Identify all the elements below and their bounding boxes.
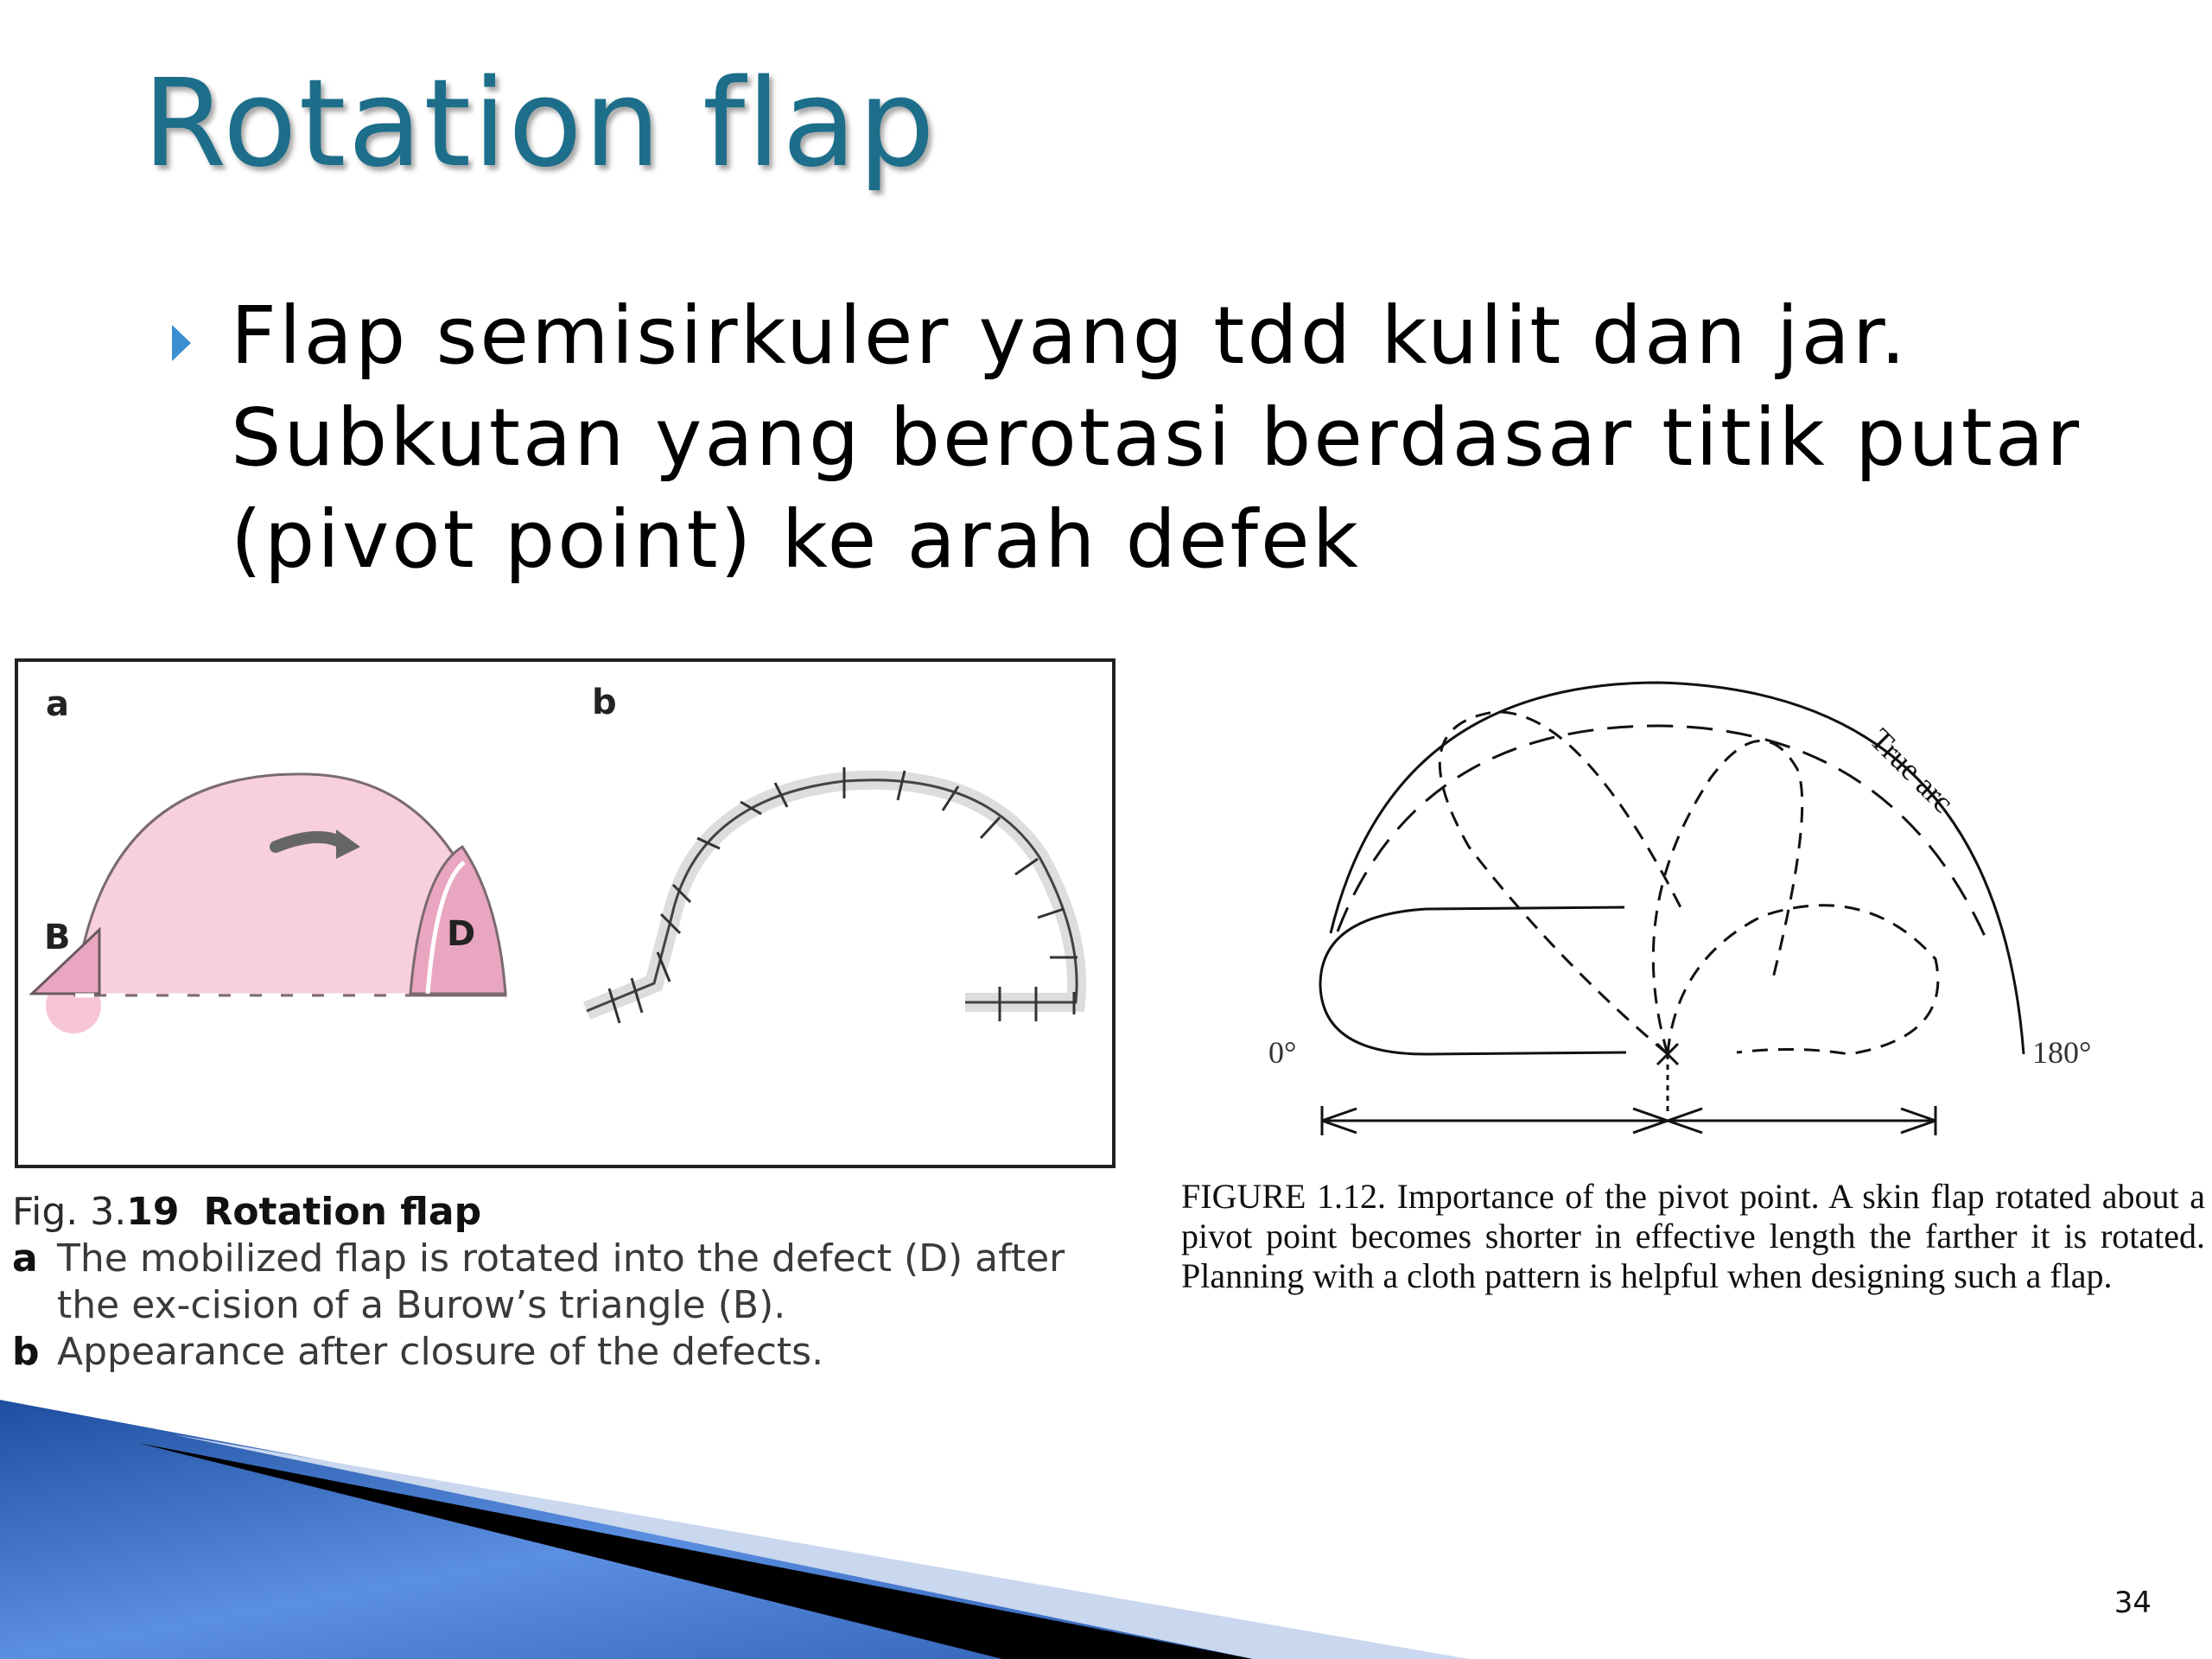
bullet-item [168, 285, 2130, 591]
caption-fig-number: 19 [126, 1190, 180, 1234]
rotation-flap-figure-ab [15, 658, 1116, 1170]
page-number: 34 [2113, 1586, 2152, 1620]
caption-item-letter: b [12, 1330, 40, 1374]
pivot-point-figure [1268, 674, 2160, 1141]
caption-item-letter: a [12, 1236, 38, 1281]
panel-a-letter: a [46, 684, 69, 724]
zero-degree-label: 0° [1268, 1035, 1297, 1070]
true-arc-label: True arc [1863, 721, 1961, 820]
caption-title: Rotation flap [203, 1190, 482, 1234]
caption-item-b [12, 1329, 1135, 1376]
one-eighty-degree-label: 180° [2032, 1035, 2092, 1070]
caption-figure-label: FIGURE 1.12. [1181, 1177, 1387, 1216]
triangle-bullet-icon [168, 323, 194, 363]
figure-right-caption [1181, 1177, 2205, 1296]
figure-left-caption [12, 1189, 1135, 1376]
defect-label: D [447, 914, 476, 954]
panel-b-letter: b [592, 683, 617, 722]
caption-item-a [12, 1236, 1135, 1329]
caption-fig-prefix: Fig. 3. [12, 1190, 127, 1234]
caption-figure-text: Importance of the pivot point. A skin flap rotated about a pivot point becomes shorter in effective length the farther it is rotated. Planning with a cloth pattern is helpful when designing such a flap. [1181, 1177, 2205, 1295]
slide-title: Rotation flap [143, 54, 937, 194]
caption-item-text: Appearance after closure of the defects. [57, 1330, 824, 1374]
caption-title-line [12, 1189, 1135, 1236]
bullet-text: Flap semisirkuler yang tdd kulit dan jar. Subkutan yang berotasi berdasar titik putar (pivot point) ke arah defek [231, 289, 2082, 586]
burow-triangle-label: B [44, 918, 71, 957]
footer-decoration [0, 1382, 2212, 1659]
caption-item-text: The mobilized flap is rotated into the defect (D) after the ex-cision of a Burow’s triangle (B). [57, 1236, 1065, 1327]
